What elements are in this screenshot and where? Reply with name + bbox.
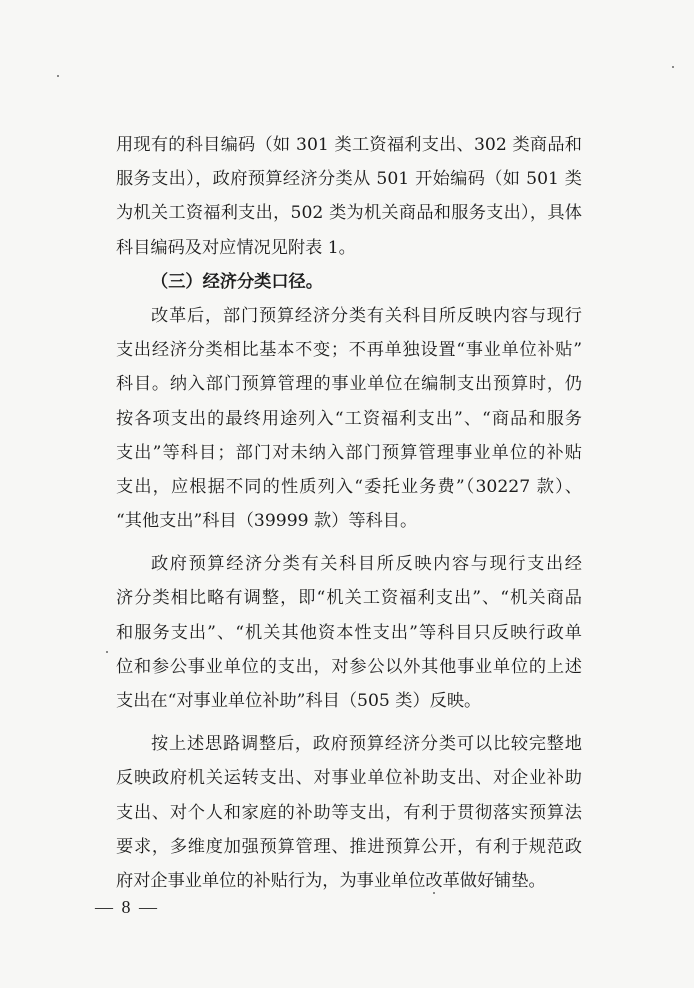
text-line: 支出，应根据不同的性质列入“委托业务费”（30227 款）、	[116, 476, 582, 497]
text-line: 支出经济分类相比基本不变；不再单独设置“事业单位补贴”	[116, 340, 582, 361]
text-line: 科目编码及对应情况见附表 1。	[116, 237, 356, 258]
page-number: — 8 —	[95, 897, 159, 917]
text-line: 和服务支出”、“机关其他资本性支出”等科目只反映行政单	[116, 622, 582, 643]
scan-speck	[106, 651, 108, 653]
section-heading: （三）经济分类口径。	[151, 271, 323, 292]
text-line: 要求，多维度加强预算管理、推进预算公开，有利于规范政	[116, 836, 582, 857]
body-text	[116, 128, 582, 898]
text-line: 反映政府机关运转支出、对事业单位补助支出、对企业补助	[116, 768, 582, 789]
text-line: 济分类相比略有调整，即“机关工资福利支出”、“机关商品	[116, 588, 582, 609]
text-line: 用现有的科目编码（如 301 类工资福利支出、302 类商品和	[116, 135, 582, 155]
paragraph-start-line: 改革后，部门预算经济分类有关科目所反映内容与现行	[151, 305, 582, 326]
text-line: 支出、对个人和家庭的补助等支出，有利于贯彻落实预算法	[116, 802, 582, 823]
text-line: 位和参公事业单位的支出，对参公以外其他事业单位的上述	[116, 656, 582, 677]
text-line: “其他支出”科目（39999 款）等科目。	[116, 511, 418, 532]
scan-speck	[57, 75, 59, 77]
text-line: 科目。纳入部门预算管理的事业单位在编制支出预算时，仍	[116, 374, 582, 395]
text-line: 按各项支出的最终用途列入“工资福利支出”、“商品和服务	[116, 408, 582, 429]
text-line: 服务支出），政府预算经济分类从 501 开始编码（如 501 类	[116, 169, 582, 190]
scan-speck	[672, 66, 674, 68]
text-line: 府对企事业单位的补贴行为，为事业单位改革做好铺垫。	[116, 870, 546, 891]
scan-speck	[433, 892, 435, 894]
text-line: 支出在“对事业单位补助”科目（505 类）反映。	[116, 691, 482, 711]
text-line: 为机关工资福利支出，502 类为机关商品和服务支出），具体	[116, 203, 582, 224]
paragraph-start-line: 按上述思路调整后，政府预算经济分类可以比较完整地	[151, 734, 582, 755]
paragraph-start-line: 政府预算经济分类有关科目所反映内容与现行支出经	[151, 554, 582, 575]
text-line: 支出”等科目；部门对未纳入部门预算管理事业单位的补贴	[116, 442, 582, 463]
